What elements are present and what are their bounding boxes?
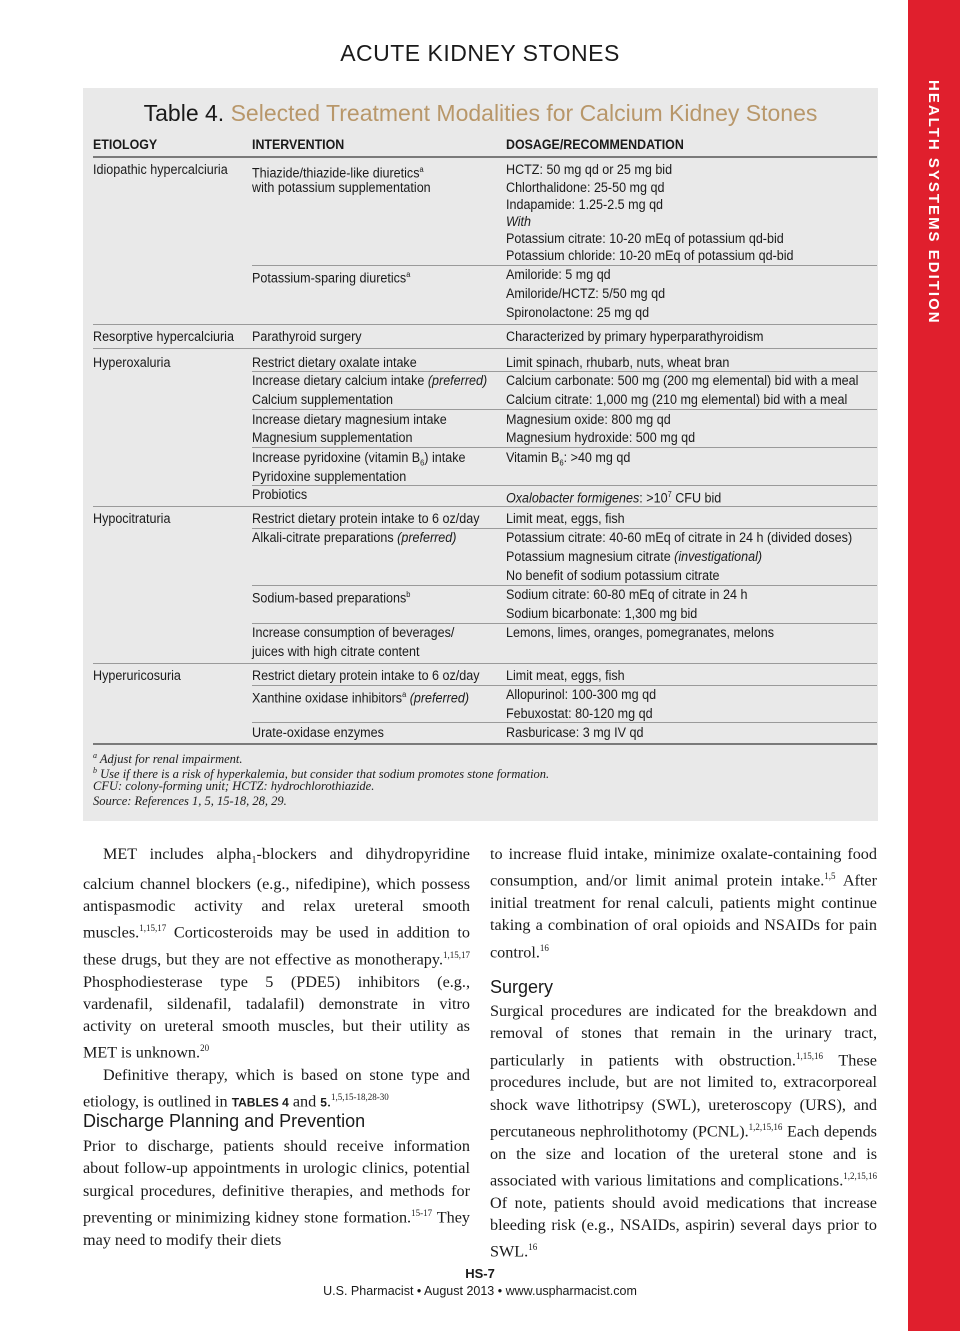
intervention-cell: Increase dietary calcium intake (preferred) bbox=[252, 373, 488, 388]
intervention-cell: Increase pyridoxine (vitamin $B_6$) intake bbox=[252, 450, 466, 468]
dosage-cell: Oxalobacter formigenes: $>10^7$ CFU bid bbox=[506, 490, 722, 506]
dosage-cell: Sodium citrate: 60-80 mEq of citrate in 24 h bbox=[506, 587, 748, 602]
paragraph: Definitive therapy, which is based on stone type and etiology, is outlined in TABLES 4 and 5.$^{1,5,15-18,28-30}$ bbox=[83, 1066, 470, 1111]
dosage-cell: Calcium carbonate: 500 mg (200 mg elemental) bid with a meal bbox=[506, 373, 859, 388]
dosage-cell: Sodium bicarbonate: 1,300 mg bid bbox=[506, 606, 698, 621]
etiology-idiopathic: Idiopathic hypercalciuria bbox=[93, 162, 228, 177]
intervention-cell: Probiotics bbox=[252, 487, 308, 502]
table-bottom-rule bbox=[93, 743, 877, 745]
dosage-cell: Indapamide: 1.25-2.5 mg qd bbox=[506, 197, 664, 212]
intervention-cell: Xanthine oxidase inhibitors$^a$ (preferred) bbox=[252, 690, 470, 706]
dosage-cell: Potassium citrate: 40-60 mEq of citrate in 24 h (divided doses) bbox=[506, 530, 853, 545]
header-dosage: DOSAGE/RECOMMENDATION bbox=[506, 137, 684, 152]
left-body-text bbox=[83, 843, 470, 1114]
intervention-cell: Urate-oxidase enzymes bbox=[252, 725, 384, 740]
row-rule bbox=[93, 348, 877, 349]
dosage-cell: Rasburicase: 3 mg IV qd bbox=[506, 725, 644, 740]
table-abbreviations: CFU: colony-forming unit; HCTZ: hydrochlorothiazide. bbox=[93, 779, 375, 793]
table-number: Table 4. bbox=[143, 100, 225, 126]
dosage-cell: Limit meat, eggs, fish bbox=[506, 668, 625, 683]
dosage-cell: Limit spinach, rhubarb, nuts, wheat bran bbox=[506, 355, 730, 370]
intervention-cell: Potassium-sparing diuretics$^a$ bbox=[252, 270, 411, 286]
dosage-cell: No benefit of sodium potassium citrate bbox=[506, 568, 720, 583]
intervention-cell: Increase dietary magnesium intake bbox=[252, 412, 447, 427]
row-rule bbox=[93, 663, 877, 664]
table-title bbox=[83, 100, 878, 127]
dosage-cell: Potassium chloride: 10-20 mEq of potassium qd-bid bbox=[506, 248, 794, 263]
row-rule bbox=[93, 324, 877, 325]
intervention-cell: Restrict dietary protein intake to 6 oz/day bbox=[252, 511, 480, 526]
dosage-cell: Spironolactone: 25 mg qd bbox=[506, 305, 650, 320]
dosage-cell: Febuxostat: 80-120 mg qd bbox=[506, 706, 653, 721]
dosage-cell: Amiloride/HCTZ: 5/50 mg qd bbox=[506, 286, 666, 301]
section-heading-discharge: Discharge Planning and Prevention bbox=[83, 1111, 366, 1131]
dosage-cell: Magnesium oxide: 800 mg qd bbox=[506, 412, 671, 427]
intervention-cell: Alkali-citrate preparations (preferred) bbox=[252, 530, 457, 545]
etiology-resorptive: Resorptive hypercalciuria bbox=[93, 329, 234, 344]
row-rule bbox=[252, 722, 877, 723]
paragraph: Prior to discharge, patients should receive information about follow-up appointments in urologic clinics, potential surgical procedures, definitive therapies, and methods for preventing or minimizing kidney stone formation.$^{15-17}$ They may need to modify their diets bbox=[83, 1137, 471, 1249]
dosage-cell: HCTZ: 50 mg qd or 25 mg bid bbox=[506, 162, 673, 177]
intervention-cell: Sodium-based preparations$^b$ bbox=[252, 590, 411, 606]
footer-publication: U.S. Pharmacist • August 2013 • www.uspharmacist.com bbox=[323, 1284, 637, 1298]
table-footnote-b: $^b$ Use if there is a risk of hyperkalemia, but consider that sodium promotes stone formation. bbox=[93, 766, 550, 782]
row-rule bbox=[252, 409, 877, 410]
etiology-hyperuricosuria: Hyperuricosuria bbox=[93, 668, 181, 683]
intervention-cell: Restrict dietary oxalate intake bbox=[252, 355, 417, 370]
running-title: ACUTE KIDNEY STONES bbox=[340, 40, 620, 66]
table-footnote-a: $^a$ Adjust for renal impairment. bbox=[93, 751, 243, 767]
dosage-cell: Amiloride: 5 mg qd bbox=[506, 267, 611, 282]
intervention-cell: Restrict dietary protein intake to 6 oz/day bbox=[252, 668, 480, 683]
row-rule bbox=[252, 447, 877, 448]
intervention-cell: Parathyroid surgery bbox=[252, 329, 362, 344]
dosage-cell: Allopurinol: 100-300 mg qd bbox=[506, 687, 657, 702]
etiology-hypocitraturia: Hypocitraturia bbox=[93, 511, 171, 526]
section-heading-surgery: Surgery bbox=[490, 977, 554, 997]
dosage-cell: Lemons, limes, oranges, pomegranates, melons bbox=[506, 625, 774, 640]
etiology-hyperoxaluria: Hyperoxaluria bbox=[93, 355, 171, 370]
intervention-cell: Increase consumption of beverages/ bbox=[252, 625, 455, 640]
intervention-cell: juices with high citrate content bbox=[252, 644, 420, 659]
side-banner-label: HEALTH SYSTEMS EDITION bbox=[925, 80, 942, 325]
dosage-cell: Limit meat, eggs, fish bbox=[506, 511, 625, 526]
dosage-cell: Magnesium hydroxide: 500 mg qd bbox=[506, 430, 696, 445]
intervention-cell: Calcium supplementation bbox=[252, 392, 393, 407]
dosage-cell: Calcium citrate: 1,000 mg (210 mg elemental) bid with a meal bbox=[506, 392, 848, 407]
dosage-cell: Potassium citrate: 10-20 mEq of potassium qd-bid bbox=[506, 231, 784, 246]
intervention-cell: with potassium supplementation bbox=[252, 180, 431, 195]
page-number: HS-7 bbox=[465, 1266, 495, 1281]
table-panel bbox=[83, 88, 878, 821]
paragraph: MET includes alpha$_1$-blockers and dihydropyridine calcium channel blockers (e.g., nifedipine), which possess antispasmodic activity and relax ureteral smooth muscles.$^{1,15,17}$ Corticosteroids may be used in addition to these drugs, but they are not effective as monotherapy.$^{1,15,17}$ Phosphodiesterase type 5 (PDE5) inhibitors (e.g., vardenafil, sildenafil, tadalafil) demonstrate in vitro activity on ureteral smooth muscles, but their utility as MET is unknown.$^{20}$ bbox=[83, 845, 470, 1062]
right-body-text-2 bbox=[490, 1000, 877, 1263]
right-body-text bbox=[490, 843, 877, 963]
paragraph: to increase fluid intake, minimize oxalate-containing food consumption, and/or limit animal protein intake.$^{1,5}$ After initial treatment for renal calculi, patients might continue taking a combination of oral opioids and NSAIDs for pain control.$^{16}$ bbox=[490, 845, 877, 961]
intervention-cell: Pyridoxine supplementation bbox=[252, 469, 407, 484]
header-etiology: ETIOLOGY bbox=[93, 137, 158, 152]
dosage-cell: Vitamin $B_6$: >40 mg qd bbox=[506, 450, 631, 468]
header-rule bbox=[93, 156, 877, 158]
dosage-cell: Characterized by primary hyperparathyroidism bbox=[506, 329, 764, 344]
dosage-cell: Potassium magnesium citrate (investigational) bbox=[506, 549, 763, 564]
dosage-cell: With bbox=[506, 214, 532, 229]
left-body-text-2 bbox=[83, 1135, 470, 1251]
intervention-cell: Magnesium supplementation bbox=[252, 430, 413, 445]
table-title-text: Selected Treatment Modalities for Calcium Kidney Stones bbox=[230, 100, 818, 126]
dosage-cell: Chlorthalidone: 25-50 mg qd bbox=[506, 180, 665, 195]
header-intervention: INTERVENTION bbox=[252, 137, 345, 152]
table-source: Source: References 1, 5, 15-18, 28, 29. bbox=[93, 794, 287, 808]
row-rule bbox=[93, 506, 877, 507]
paragraph: Surgical procedures are indicated for the breakdown and removal of stones that remain in the urinary tract, particularly in patients with obstruction.$^{1,15,16}$ These procedures include, but are not limited to, extracorporeal shock wave lithotripsy (SWL), ureteroscopy (URS), and percutaneous nephrolithotomy (PCNL).$^{1,2,15,16}$ Each depends on the size and location of the ureteral stone and is associated with various limitations and complications.$^{1,2,15,16}$ Of note, patients should avoid medications that increase bleeding risk (e.g., NSAIDs, aspirin) several days prior to SWL.$^{16}$ bbox=[490, 1002, 877, 1261]
intervention-cell: Thiazide/thiazide-like diuretics$^a$ bbox=[252, 165, 424, 181]
